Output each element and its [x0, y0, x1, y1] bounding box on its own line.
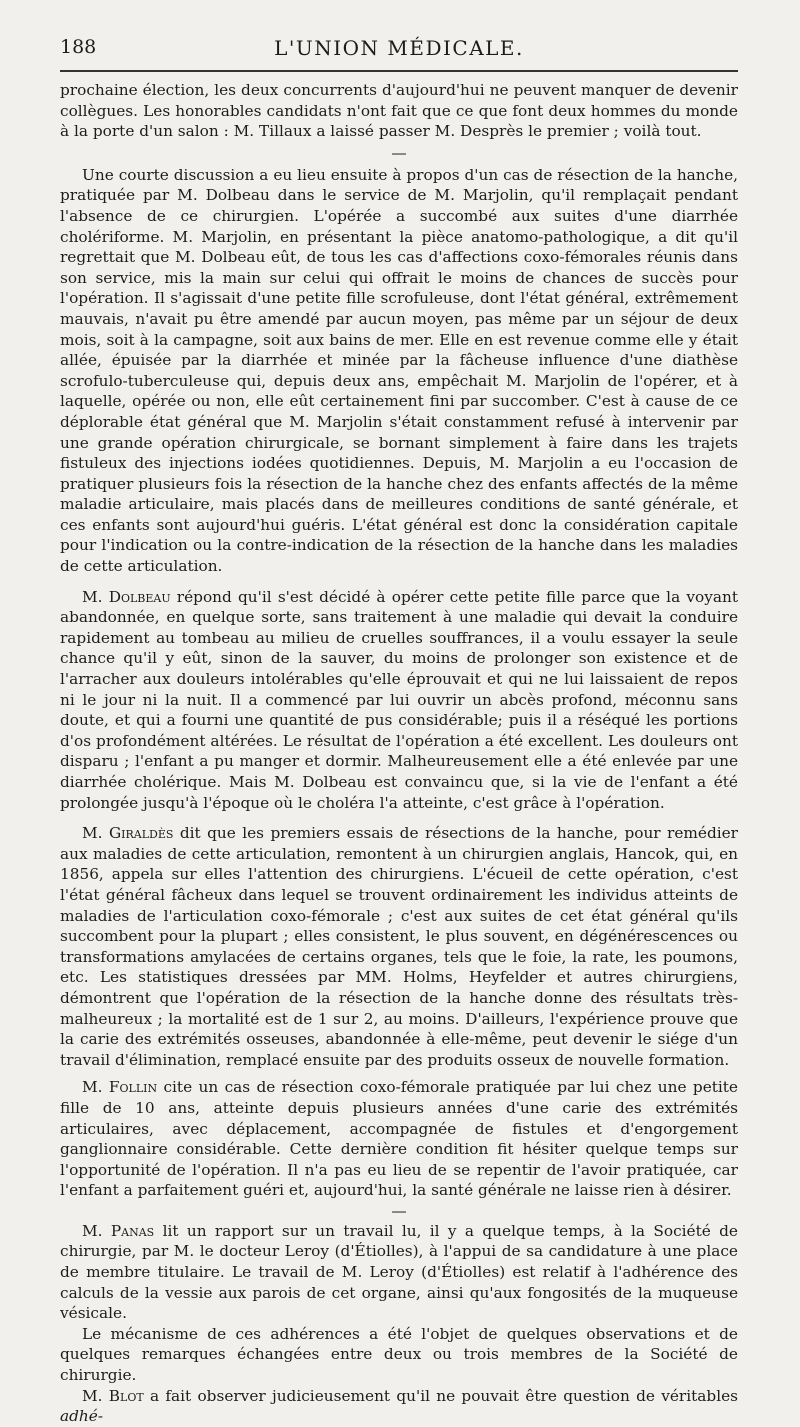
paragraph-spacing — [60, 813, 738, 823]
paragraph-text: répond qu'il s'est décidé à opérer cette petite fille parce que la voyant abandonnée, en quelque sorte, sans traitement à une maladie qui devait la conduire rapidement au tombeau au milieu de cruelles souffrances, il a voulu essayer la seule chance qu'il y eût, sinon de la sauver, du moins de prolonger son existence et de l'arracher aux douleurs intolérables qu'elle éprouvait et qui ne lui laissaient de repos ni le jour ni la nuit. Il a commencé par lui ouvrir un abcès profond, méconnu sans doute, et qui a fourni une quantité de pus considérable; puis il a réséqué les portions d'os profondément altérées. Le résultat de l'opération a été excellent. Les douleurs ont disparu ; l'enfant a pu manger et dormir. Malheureusement elle a été enlevée par une diarrhée cholérique. Mais M. Dolbeau est convaincu que, si la vie de l'enfant a été prolongée jusqu'à l'époque où le choléra l'a atteinte, c'est grâce à l'opération. — [60, 587, 738, 812]
paragraph — [60, 823, 738, 1070]
paragraph-text: lit un rapport sur un travail lu, il y a quelque temps, à la Société de chirurgie, par M. le docteur Leroy (d'Étiolles), à l'appui de sa candidature à une place de membre titulaire. Le travail de M. Leroy (d'Étiolles) est relatif à l'adhérence des calculs de la vessie aux parois de cet organe, ainsi qu'aux fongosités de la muqueuse vésicale. — [60, 1221, 738, 1323]
page-header — [60, 36, 738, 64]
paragraph: Le mécanisme de ces adhérences a été l'objet de quelques observations et de quelques remarques échangées entre deux ou trois membres de la Société de chirurgie. — [60, 1324, 738, 1385]
paragraph — [60, 587, 738, 814]
article-body — [60, 80, 738, 1427]
page-number: 188 — [60, 36, 97, 58]
running-title: L'UNION MÉDICALE. — [274, 36, 524, 60]
speaker-name: M. Dolbeau — [82, 587, 171, 606]
paragraph: Une courte discussion a eu lieu ensuite à propos d'un cas de résection de la hanche, pratiquée par M. Dolbeau dans le service de M. Marjolin, qu'il remplaçait pendant l'absence de ce chirurgien. L'opérée a succombé aux suites d'une diarrhée cholériforme. M. Marjolin, en présentant la pièce anatomo-pathologique, a dit qu'il regrettait que M. Dolbeau eût, de tous les cas d'affections coxo-fémorales réunis dans son service, mis la main sur celui qui offrait le moins de chances de succès pour l'opération. Il s'agissait d'une petite fille scrofuleuse, dont l'état général, extrêmement mauvais, n'avait pu être amendé par aucun moyen, pas même par un séjour de deux mois, soit à la campagne, soit aux bains de mer. Elle en est revenue comme elle y était allée, épuisée par la diarrhée et minée par la fâcheuse influence d'une diathèse scrofulo-tuberculeuse qui, depuis deux ans, empêchait M. Marjolin de l'opérer, et à laquelle, opérée ou non, elle eût certainement fini par succomber. C'est à cause de ce déplorable état général que M. Marjolin s'était constamment refusé à intervenir par une grande opération chirurgicale, se bornant simplement à faire dans les trajets fistuleux des injections iodées quotidiennes. Depuis, M. Marjolin a eu l'occasion de pratiquer plusieurs fois la résection de la hanche chez des enfants affectés de la même maladie articulaire, mais placés dans de meilleures conditions de santé générale, et ces enfants sont aujourd'hui guéris. L'état général est donc la considération capitale pour l'indication ou la contre-indication de la résection de la hanche dans les maladies de cette articulation. — [60, 165, 738, 576]
speaker-name: M. Blot — [82, 1386, 144, 1405]
paragraph-spacing — [60, 577, 738, 587]
speaker-name: M. Follin — [82, 1078, 158, 1097]
paragraph-text: dit que les premiers essais de résections de la hanche, pour remédier aux maladies de cette articulation, remontent à un chirurgien anglais, Hancok, qui, en 1856, appela sur elles l'attention des chirurgiens. L'écueil de cette opération, c'est l'état général fâcheux dans lequel se trouvent ordinairement les individus atteints de maladies de l'articulation coxo-fémorale ; c'est aux suites de cet état général qu'ils succombent pour la plupart ; elles consistent, le plus souvent, en dégénérescences ou transformations amylacées de certains organes, tels que le foie, la rate, les poumons, etc. Les statistiques dressées par MM. Holms, Heyfelder et autres chirurgiens, démontrent que l'opération de la résection de la hanche donne des résultats très-malheureux ; la mortalité est de 1 sur 2, au moins. D'ailleurs, l'expérience prouve que la carie des extrémités osseuses, abandonnée à elle-même, peut devenir le siége d'un travail d'élimination, remplacé ensuite par des produits osseux de nouvelle formation. — [60, 824, 738, 1069]
paragraph — [60, 1386, 738, 1427]
paragraph-text: cite un cas de résection coxo-fémorale pratiquée par lui chez une petite fille de 10 ans, atteinte depuis plusieurs années d'une carie des extrémités articulaires, avec déplacement, accompagnée de fistules et d'engorgement ganglionnaire considérable. Cette dernière condition fit hésiter quelque temps sur l'opportunité de l'opération. Il n'a pas eu lieu de se repentir de l'avoir pratiquée, car l'enfant a parfaitement guéri et, aujourd'hui, la santé générale ne laisse rien à désirer. — [60, 1078, 738, 1200]
header-rule — [60, 70, 738, 72]
paragraph — [60, 1077, 738, 1201]
paragraph-text: a fait observer judicieusement qu'il ne pouvait être question de véritables — [143, 1386, 738, 1405]
italic-word: adhé- — [60, 1407, 103, 1426]
paragraph — [60, 1221, 738, 1324]
speaker-name: M. Panas — [82, 1221, 155, 1240]
section-separator: — — [391, 1201, 407, 1220]
section-separator: — — [391, 143, 407, 162]
paragraph: prochaine élection, les deux concurrents d'aujourd'hui ne peuvent manquer de devenir collègues. Les honorables candidats n'ont fait que ce que font deux hommes du monde à la porte d'un salon : M. Tillaux a laissé passer M. Desprès le premier ; voilà tout. — [60, 81, 738, 141]
paragraph-spacing — [60, 1070, 738, 1077]
speaker-name: M. Giraldès — [82, 824, 174, 843]
